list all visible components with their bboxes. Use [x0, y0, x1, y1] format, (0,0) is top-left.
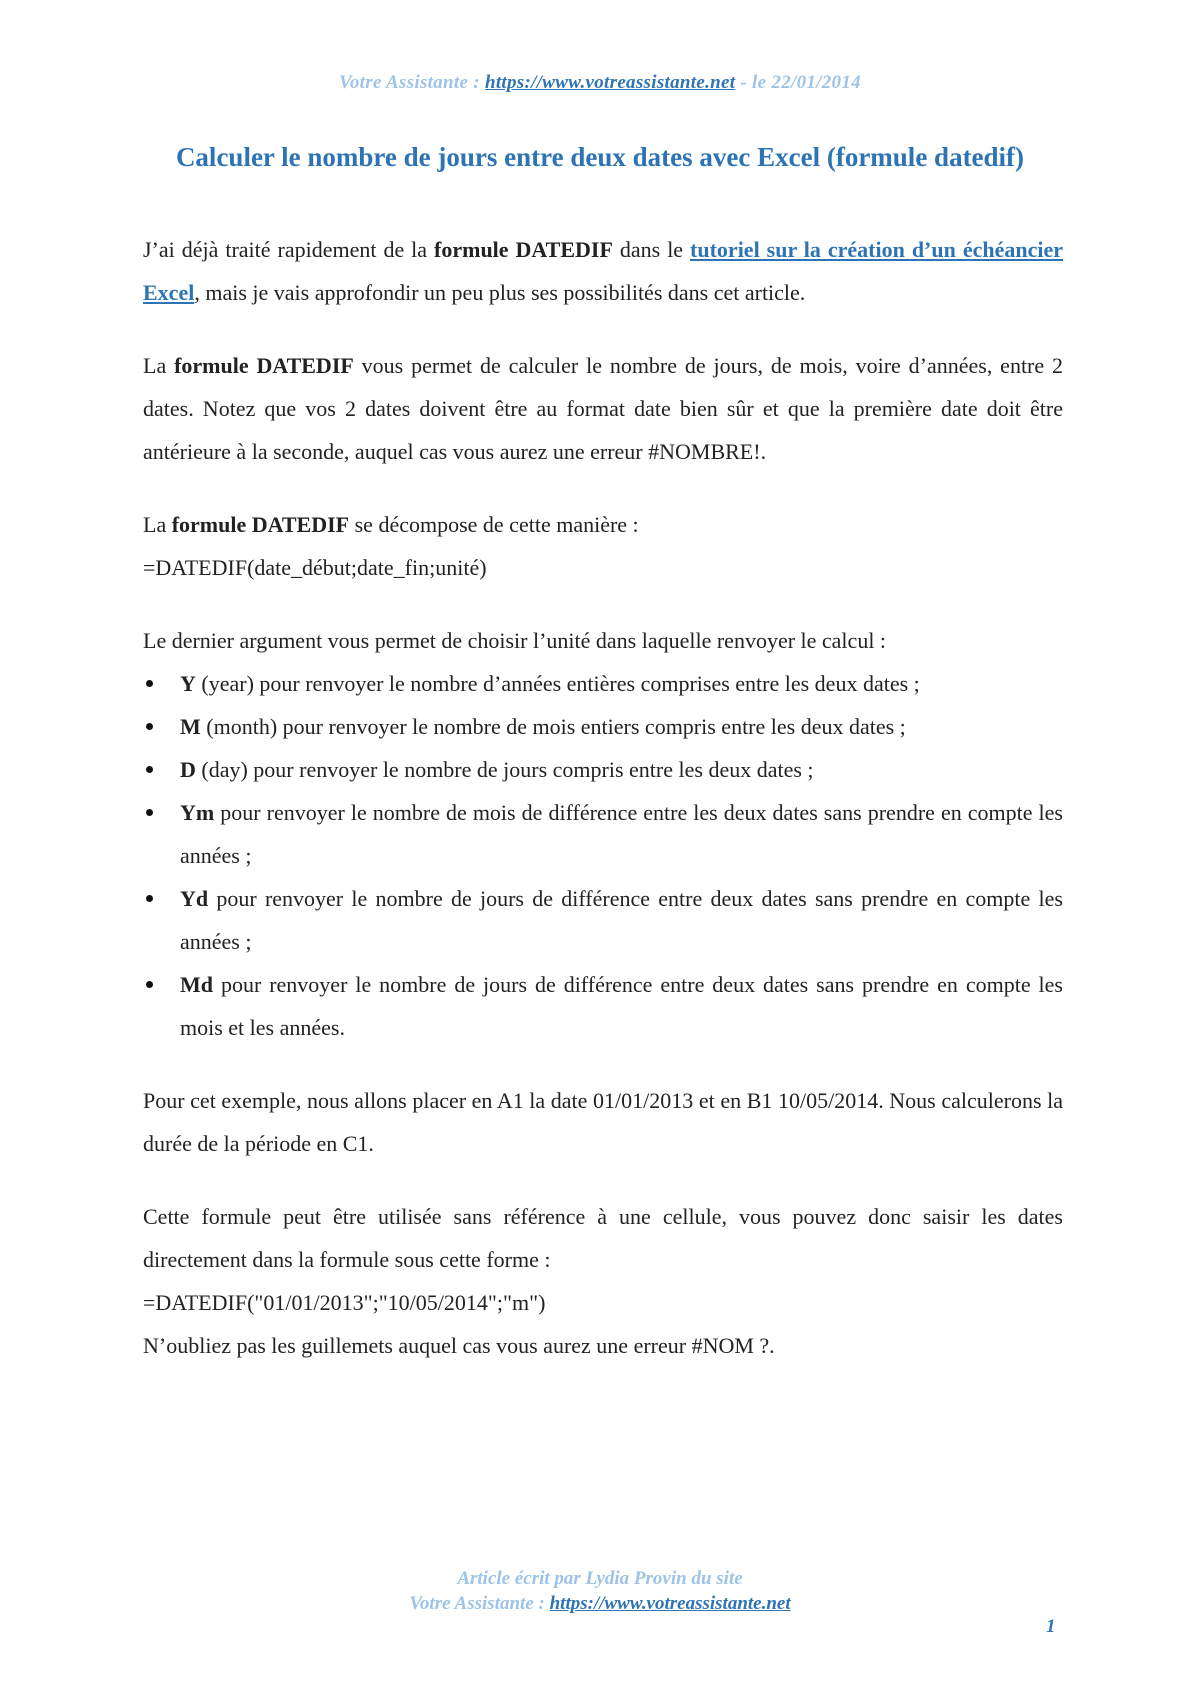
- bullet-icon: [146, 723, 153, 730]
- page-title: Calculer le nombre de jours entre deux dates avec Excel (formule datedif): [175, 142, 1025, 172]
- syntax-formula: =DATEDIF(date_début;date_fin;unité): [143, 555, 487, 580]
- definition-text-1: La: [143, 353, 175, 378]
- unit-code: Ym: [180, 800, 215, 825]
- unit-code: Y: [180, 671, 196, 696]
- unit-code: Yd: [180, 886, 209, 911]
- warning-paragraph: N’oubliez pas les guillemets auquel cas vous aurez une erreur #NOM ?.: [143, 1333, 775, 1358]
- unit-text: pour renvoyer le nombre de jours de différence entre deux dates sans prendre en compte les mois et les années.: [180, 972, 1063, 1040]
- page-number: 1: [1046, 1616, 1056, 1637]
- bullet-icon: [146, 981, 153, 988]
- intro-paragraph: [143, 228, 1063, 314]
- definition-text-2: vous permet de calculer le nombre de jours, de mois, voire d’années, entre 2 dates. Notez que vos 2 dates doivent être au format date bien sûr et que la première date doit être antérieure à la seconde, auquel cas vous aurez une erreur #NOMBRE!.: [143, 353, 1063, 464]
- unit-text: pour renvoyer le nombre de jours de différence entre deux dates sans prendre en compte les années ;: [180, 886, 1063, 954]
- intro-bold: formule DATEDIF: [434, 237, 613, 262]
- footer-author: Article écrit par Lydia Provin du site: [457, 1568, 743, 1589]
- list-item: [143, 705, 1063, 748]
- bullet-icon: [146, 766, 153, 773]
- intro-text-2: dans le: [612, 237, 691, 262]
- footer-site: [0, 1591, 1200, 1616]
- syntax-paragraph: [143, 503, 1063, 546]
- unit-text: (month) pour renvoyer le nombre de mois entiers compris entre les deux dates ;: [200, 714, 906, 739]
- units-list: [143, 662, 1063, 1049]
- list-item: [143, 748, 1063, 791]
- tutorial-link[interactable]: tutoriel sur la création d’un échéancier Excel: [143, 237, 1063, 305]
- unit-code: D: [180, 757, 196, 782]
- bullet-icon: [146, 809, 153, 816]
- header-prefix: Votre Assistante :: [339, 72, 485, 93]
- list-item: [143, 791, 1063, 877]
- bullet-icon: [146, 680, 153, 687]
- header-site-link[interactable]: https://www.votreassistante.net: [484, 72, 736, 93]
- unit-text: (year) pour renvoyer le nombre d’années entières comprises entre les deux dates ;: [195, 671, 920, 696]
- bullet-icon: [146, 895, 153, 902]
- footer-site-link[interactable]: https://www.votreassistante.net: [549, 1593, 791, 1614]
- direct-paragraph: Cette formule peut être utilisée sans référence à une cellule, vous pouvez donc saisir les dates directement dans la formule sous cette forme :: [143, 1204, 1063, 1272]
- list-item: [143, 662, 1063, 705]
- units-intro: Le dernier argument vous permet de choisir l’unité dans laquelle renvoyer le calcul :: [143, 628, 887, 653]
- list-item: [143, 963, 1063, 1049]
- unit-text: (day) pour renvoyer le nombre de jours compris entre les deux dates ;: [195, 757, 814, 782]
- definition-paragraph: [143, 344, 1063, 473]
- syntax-bold: formule DATEDIF: [171, 512, 350, 537]
- intro-text-3: , mais je vais approfondir un peu plus ses possibilités dans cet article.: [194, 280, 806, 305]
- example-formula: =DATEDIF("01/01/2013";"10/05/2014";"m"): [143, 1290, 546, 1315]
- unit-code: Md: [180, 972, 213, 997]
- list-item: [143, 877, 1063, 963]
- intro-text-1: J’ai déjà traité rapidement de la: [143, 237, 435, 262]
- syntax-text-1: La: [143, 512, 172, 537]
- syntax-text-2: se décompose de cette manière :: [349, 512, 639, 537]
- example-paragraph: Pour cet exemple, nous allons placer en A1 la date 01/01/2013 et en B1 10/05/2014. Nous calculerons la durée de la période en C1.: [143, 1088, 1063, 1156]
- page-footer: [0, 1566, 1200, 1616]
- unit-text: pour renvoyer le nombre de mois de différence entre les deux dates sans prendre en compte les années ;: [180, 800, 1063, 868]
- header-date: - le 22/01/2014: [735, 72, 861, 93]
- definition-bold: formule DATEDIF: [174, 353, 354, 378]
- footer-prefix: Votre Assistante :: [409, 1593, 550, 1614]
- page-header: [0, 72, 1200, 94]
- article-body: [143, 228, 1063, 1367]
- unit-code: M: [180, 714, 201, 739]
